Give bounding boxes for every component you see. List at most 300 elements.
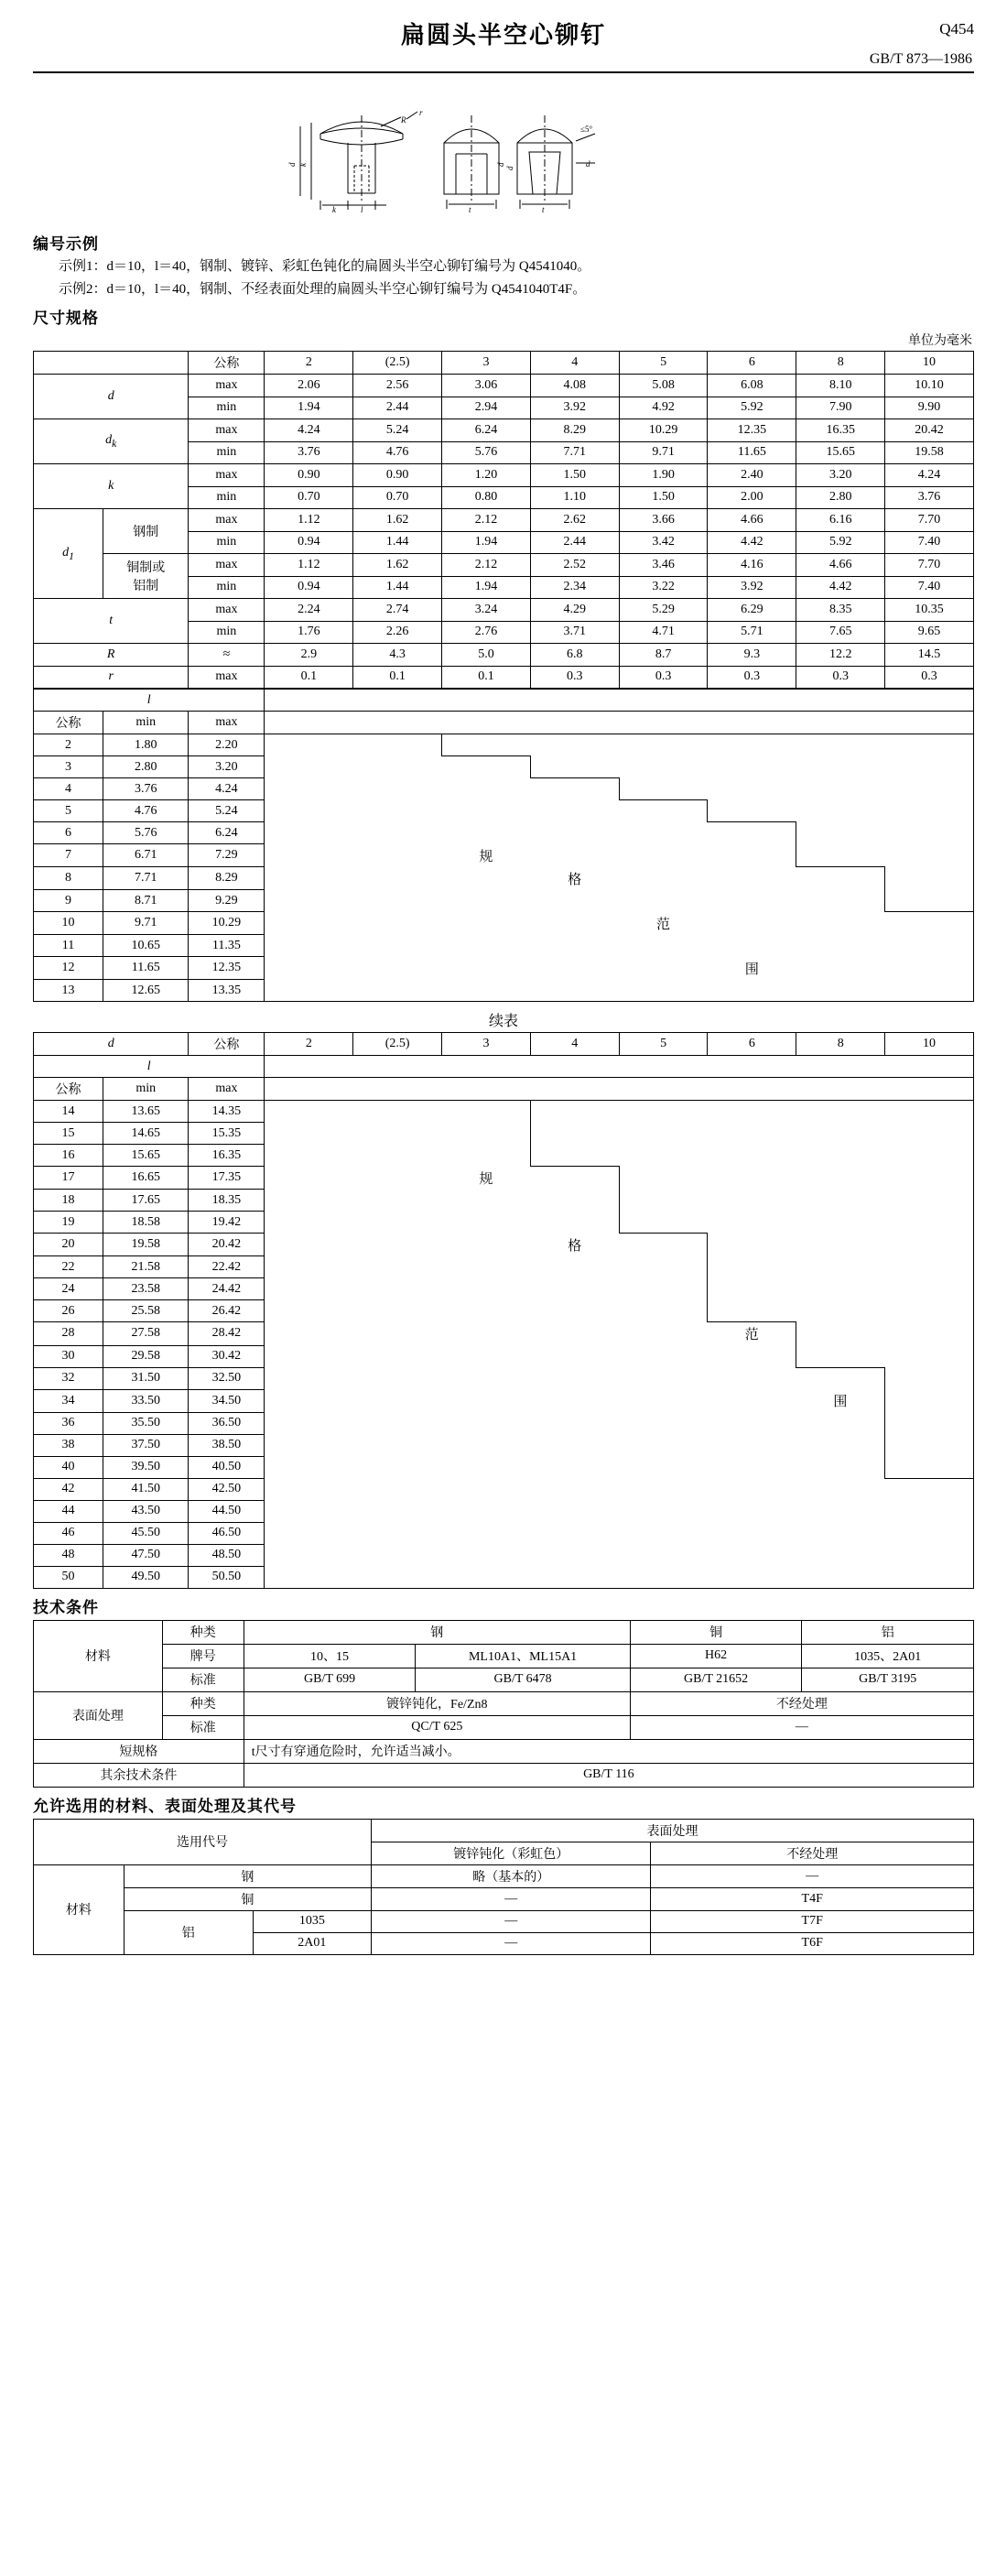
dimension-value: 4.24	[885, 464, 974, 487]
range-cell	[353, 1478, 442, 1500]
range-cell	[708, 1412, 796, 1434]
range-cell	[885, 1322, 974, 1346]
range-cell	[708, 1145, 796, 1167]
range-cell	[708, 1544, 796, 1566]
range-cell	[796, 844, 885, 867]
range-cell	[442, 867, 531, 890]
range-cell	[619, 935, 708, 957]
dimension-value: 5.29	[619, 599, 708, 622]
range-cell	[265, 1478, 353, 1500]
dimension-value: 7.40	[885, 531, 974, 554]
dimension-row	[34, 644, 974, 667]
range-cell	[353, 1212, 442, 1234]
material-standard: GB/T 6478	[416, 1668, 630, 1691]
length-nominal: 26	[34, 1300, 103, 1322]
length2-row	[34, 1544, 974, 1566]
range-cell	[265, 1123, 353, 1145]
range-cell	[708, 1389, 796, 1412]
range-cell	[265, 1345, 353, 1367]
range-cell	[619, 867, 708, 890]
range-cell	[265, 1101, 353, 1123]
range-cell	[619, 1101, 708, 1123]
range-cell	[353, 1456, 442, 1478]
range-cell	[265, 734, 353, 756]
dimension-value: 1.20	[442, 464, 531, 487]
range-cell	[353, 844, 442, 867]
dimension-value: 4.66	[708, 509, 796, 532]
range-cell	[442, 1190, 531, 1212]
length-nominal: 19	[34, 1212, 103, 1234]
length-nominal: 46	[34, 1522, 103, 1544]
range-cell	[265, 957, 353, 980]
dimension-value: 3.42	[619, 531, 708, 554]
range-cell	[265, 1256, 353, 1278]
length-nominal: 50	[34, 1566, 103, 1588]
range-cell	[442, 756, 531, 778]
length-max: 44.50	[189, 1500, 265, 1522]
range-cell	[619, 1412, 708, 1434]
length-row	[34, 822, 974, 844]
range-cell	[885, 1367, 974, 1389]
range-cell	[885, 1256, 974, 1278]
dimension-value: 1.10	[530, 486, 619, 509]
length-max: 9.29	[189, 890, 265, 912]
material-label: 材料	[34, 1864, 125, 1954]
range-cell	[530, 1389, 619, 1412]
length-nominal: 28	[34, 1322, 103, 1346]
range-cell	[530, 890, 619, 912]
range-cell	[530, 756, 619, 778]
length-row	[34, 756, 974, 778]
length-nominal: 32	[34, 1367, 103, 1389]
length-table-2	[33, 1032, 974, 1589]
range-label: 规	[479, 849, 493, 864]
tech-row	[34, 1644, 974, 1668]
length-nominal: 8	[34, 867, 103, 890]
standard-label: 标准	[162, 1668, 244, 1691]
page-header	[33, 16, 974, 48]
range-cell	[885, 1544, 974, 1566]
length-nominal: 36	[34, 1412, 103, 1434]
range-cell	[708, 1234, 796, 1256]
length-min: 12.65	[103, 980, 189, 1002]
range-cell	[619, 756, 708, 778]
range-cell	[265, 1544, 353, 1566]
tech-row	[34, 1763, 974, 1787]
range-cell	[353, 1190, 442, 1212]
svg-text:d: d	[287, 162, 297, 167]
length-max: 18.35	[189, 1190, 265, 1212]
length-max: 3.20	[189, 756, 265, 778]
range-cell	[885, 1478, 974, 1500]
d-value-header: 5	[619, 352, 708, 375]
range-cell	[265, 800, 353, 822]
numbering-example-2: 示例2：d＝10，l＝40，钢制、不经表面处理的扁圆头半空心铆钉编号为 Q4541040T4F。	[59, 281, 587, 297]
range-cell	[619, 1300, 708, 1322]
range-cell	[885, 1345, 974, 1367]
limit-label: min	[189, 486, 265, 509]
dimension-value: 5.0	[442, 644, 531, 667]
page-title: 扁圆头半空心铆钉	[400, 22, 606, 49]
range-cell	[265, 1500, 353, 1522]
range-cell	[530, 800, 619, 822]
tech-table-wrap	[33, 1620, 974, 1788]
range-cell	[708, 1500, 796, 1522]
dimension-value: 1.50	[530, 464, 619, 487]
dimension-value: 5.76	[442, 441, 531, 464]
range-cell	[442, 1367, 531, 1389]
blank-cell	[265, 712, 974, 734]
length-min: 29.58	[103, 1345, 189, 1367]
d-symbol: d	[34, 1033, 189, 1056]
kind-label: 种类	[162, 1691, 244, 1715]
dimension-value: 1.62	[353, 554, 442, 577]
range-cell	[530, 1500, 619, 1522]
range-cell	[619, 800, 708, 822]
material-grade: 10、15	[244, 1644, 416, 1668]
length-max: 46.50	[189, 1522, 265, 1544]
range-cell	[708, 1256, 796, 1278]
range-cell	[353, 1367, 442, 1389]
range-cell	[530, 1367, 619, 1389]
range-cell	[530, 1478, 619, 1500]
dimension-value: 11.65	[708, 441, 796, 464]
dimension-value: 4.42	[796, 576, 885, 599]
range-cell	[885, 1300, 974, 1322]
range-cell	[885, 1456, 974, 1478]
range-cell	[530, 1434, 619, 1456]
surface-code: T6F	[651, 1932, 974, 1954]
range-cell	[530, 1278, 619, 1300]
dimension-value: 9.65	[885, 621, 974, 644]
length-min: 8.71	[103, 890, 189, 912]
range-cell	[530, 844, 619, 867]
range-cell	[442, 1300, 531, 1322]
length-row	[34, 912, 974, 935]
range-cell	[265, 1234, 353, 1256]
range-cell	[796, 1190, 885, 1212]
range-cell	[885, 1123, 974, 1145]
dimension-value: 0.70	[265, 486, 353, 509]
dimension-row	[34, 666, 974, 689]
optional-table	[33, 1819, 974, 1955]
range-cell	[442, 1322, 531, 1346]
length-min: 35.50	[103, 1412, 189, 1434]
length2-row	[34, 1345, 974, 1367]
dimension-value: 4.16	[708, 554, 796, 577]
length-nominal: 48	[34, 1544, 103, 1566]
range-cell	[442, 1212, 531, 1234]
limit-label: min	[189, 397, 265, 419]
length2-row	[34, 1389, 974, 1412]
length-row	[34, 844, 974, 867]
range-cell	[796, 1278, 885, 1300]
range-cell	[796, 980, 885, 1002]
dimension-value: 3.22	[619, 576, 708, 599]
range-cell	[619, 890, 708, 912]
dimension-value: 2.76	[442, 621, 531, 644]
range-cell	[885, 1145, 974, 1167]
material-grade: 1035	[253, 1910, 371, 1932]
range-cell	[353, 867, 442, 890]
blank-cell	[265, 1078, 974, 1101]
range-label: 范	[708, 1322, 796, 1346]
range-cell	[885, 800, 974, 822]
range-cell	[619, 1345, 708, 1367]
dimension-value: 1.94	[442, 576, 531, 599]
limit-label: max	[189, 666, 265, 689]
range-cell	[353, 957, 442, 980]
length2-row	[34, 1101, 974, 1123]
range-cell	[265, 1212, 353, 1234]
svg-text:t: t	[542, 205, 545, 214]
dimension-row	[34, 464, 974, 487]
range-cell	[885, 844, 974, 867]
surface-code: 略（基本的）	[371, 1864, 651, 1887]
svg-text:k: k	[332, 205, 336, 214]
material-kind: 铝	[802, 1620, 974, 1644]
range-cell	[442, 1123, 531, 1145]
other-label: 其余技术条件	[34, 1763, 244, 1787]
range-cell	[885, 1190, 974, 1212]
limit-label: ≈	[189, 644, 265, 667]
range-cell	[265, 912, 353, 935]
range-cell	[619, 957, 708, 980]
nominal-header: 公称	[189, 1033, 265, 1056]
range-cell	[530, 1566, 619, 1588]
range-cell	[619, 1522, 708, 1544]
optional-row	[34, 1864, 974, 1887]
optional-row	[34, 1819, 974, 1842]
limit-label: min	[189, 531, 265, 554]
length-nominal: 3	[34, 756, 103, 778]
length-min: 31.50	[103, 1367, 189, 1389]
dimension-symbol: R	[34, 644, 189, 667]
range-cell	[796, 1500, 885, 1522]
material-kind: 钢	[124, 1864, 371, 1887]
range-cell	[796, 1234, 885, 1256]
dimension-value: 0.70	[353, 486, 442, 509]
range-cell	[885, 1500, 974, 1522]
range-cell	[442, 1544, 531, 1566]
range-cell	[708, 890, 796, 912]
range-cell	[796, 1522, 885, 1544]
dimension-value: 3.06	[442, 375, 531, 397]
surface-kind: 镀锌钝化，Fe/Zn8	[244, 1691, 630, 1715]
length-max: 34.50	[189, 1389, 265, 1412]
dimension-value: 1.12	[265, 509, 353, 532]
range-cell	[885, 1434, 974, 1456]
range-cell	[796, 1123, 885, 1145]
dimension-value: 0.1	[442, 666, 531, 689]
range-cell	[353, 800, 442, 822]
material-kind: 铝	[124, 1910, 253, 1954]
material-standard: GB/T 699	[244, 1668, 416, 1691]
range-cell	[708, 734, 796, 756]
limit-label: max	[189, 419, 265, 442]
range-cell	[442, 734, 531, 756]
length-nominal: 4	[34, 778, 103, 800]
length-row	[34, 734, 974, 756]
limit-label: min	[189, 576, 265, 599]
length-row	[34, 957, 974, 980]
dimension-value: 16.35	[796, 419, 885, 442]
range-cell	[442, 1456, 531, 1478]
max-header: max	[189, 712, 265, 734]
d-value-header: 10	[885, 1033, 974, 1056]
length-max: 12.35	[189, 957, 265, 980]
dimension-value: 7.70	[885, 509, 974, 532]
dimension-value: 0.80	[442, 486, 531, 509]
length-max: 24.42	[189, 1278, 265, 1300]
range-label: 格	[568, 872, 582, 887]
d-value-header: 5	[619, 1033, 708, 1056]
range-cell	[442, 935, 531, 957]
kind-label: 种类	[162, 1620, 244, 1644]
length-min: 19.58	[103, 1234, 189, 1256]
dimension-value: 1.90	[619, 464, 708, 487]
dimension-value: 7.90	[796, 397, 885, 419]
range-cell	[796, 800, 885, 822]
length-min: 43.50	[103, 1500, 189, 1522]
range-cell	[708, 980, 796, 1002]
range-cell	[708, 1434, 796, 1456]
dimension-value: 6.08	[708, 375, 796, 397]
blank-cell	[265, 690, 974, 712]
dimension-value: 0.1	[353, 666, 442, 689]
range-cell	[442, 1145, 531, 1167]
dimension-value: 3.46	[619, 554, 708, 577]
d-value-header: 2	[265, 1033, 353, 1056]
range-cell	[442, 1101, 531, 1123]
dimension-value: 2.12	[442, 554, 531, 577]
length-nominal: 10	[34, 912, 103, 935]
d-value-header: (2.5)	[353, 1033, 442, 1056]
dimension-value: 4.24	[265, 419, 353, 442]
svg-text:t: t	[469, 205, 471, 214]
numbering-example-1: 示例1：d＝10，l＝40，钢制、镀锌、彩虹色钝化的扁圆头半空心铆钉编号为 Q4541040。	[59, 259, 591, 274]
length2-row	[34, 1145, 974, 1167]
svg-text:k: k	[298, 163, 308, 167]
range-cell	[619, 1478, 708, 1500]
range-cell	[619, 1322, 708, 1346]
range-cell	[530, 1300, 619, 1322]
length-min: 15.65	[103, 1145, 189, 1167]
dimension-value: 7.40	[885, 576, 974, 599]
range-cell	[796, 1367, 885, 1389]
range-cell	[885, 778, 974, 800]
length-max: 15.35	[189, 1123, 265, 1145]
nominal-header: 公称	[34, 712, 103, 734]
dimension-value: 10.29	[619, 419, 708, 442]
range-cell	[885, 1566, 974, 1588]
range-cell	[796, 935, 885, 957]
dimension-value: 6.16	[796, 509, 885, 532]
range-cell	[708, 912, 796, 935]
length-min: 27.58	[103, 1322, 189, 1346]
dimension-value: 20.42	[885, 419, 974, 442]
length2-row	[34, 1190, 974, 1212]
range-cell	[619, 1167, 708, 1190]
dimension-value: 4.76	[353, 441, 442, 464]
dimension-row	[34, 554, 974, 577]
length-max: 10.29	[189, 912, 265, 935]
nominal-header: 公称	[34, 1078, 103, 1101]
tech-row	[34, 1715, 974, 1739]
range-cell	[530, 1522, 619, 1544]
range-cell	[353, 1145, 442, 1167]
range-cell	[708, 935, 796, 957]
optional-row	[34, 1887, 974, 1910]
length2-header-row	[34, 1033, 974, 1056]
length-min: 6.71	[103, 844, 189, 867]
surface-code: —	[371, 1887, 651, 1910]
length-row	[34, 867, 974, 890]
length-min: 1.80	[103, 734, 189, 756]
range-cell	[619, 822, 708, 844]
dimension-value: 5.92	[708, 397, 796, 419]
surface-code: —	[371, 1932, 651, 1954]
length-min: 37.50	[103, 1434, 189, 1456]
length2-row	[34, 1300, 974, 1322]
surface-code: T7F	[651, 1910, 974, 1932]
range-cell	[796, 1101, 885, 1123]
surface-standard: QC/T 625	[244, 1715, 630, 1739]
dimension-value: 5.24	[353, 419, 442, 442]
dimension-value: 2.52	[530, 554, 619, 577]
range-cell	[442, 1234, 531, 1256]
range-cell	[796, 1566, 885, 1588]
length2-l-row	[34, 1056, 974, 1078]
range-cell	[885, 1212, 974, 1234]
range-cell	[619, 1190, 708, 1212]
length-max: 40.50	[189, 1456, 265, 1478]
part-code: Q454	[939, 20, 974, 38]
dimension-value: 1.50	[619, 486, 708, 509]
length-nominal: 7	[34, 844, 103, 867]
length2-row	[34, 1412, 974, 1434]
dimension-value: 0.90	[265, 464, 353, 487]
code-label: 选用代号	[34, 1819, 372, 1864]
length2-row	[34, 1478, 974, 1500]
range-cell	[442, 957, 531, 980]
dimension-value: 0.94	[265, 531, 353, 554]
range-cell	[619, 778, 708, 800]
range-cell	[530, 1345, 619, 1367]
length-nominal: 30	[34, 1345, 103, 1367]
dimension-value: 2.9	[265, 644, 353, 667]
dimension-value: 4.3	[353, 644, 442, 667]
range-cell	[885, 980, 974, 1002]
range-cell	[619, 1544, 708, 1566]
material-kind: 钢	[244, 1620, 630, 1644]
range-cell	[442, 1478, 531, 1500]
range-cell	[265, 1566, 353, 1588]
length-row	[34, 980, 974, 1002]
range-cell	[530, 1145, 619, 1167]
dimension-value: 4.42	[708, 531, 796, 554]
d-value-header: 10	[885, 352, 974, 375]
dimension-value: 8.7	[619, 644, 708, 667]
range-cell	[796, 1412, 885, 1434]
range-cell	[530, 1256, 619, 1278]
length-max: 30.42	[189, 1345, 265, 1367]
dimension-value: 3.76	[885, 486, 974, 509]
range-cell	[442, 1412, 531, 1434]
range-cell	[353, 1522, 442, 1544]
range-cell	[530, 957, 619, 980]
range-cell	[708, 756, 796, 778]
